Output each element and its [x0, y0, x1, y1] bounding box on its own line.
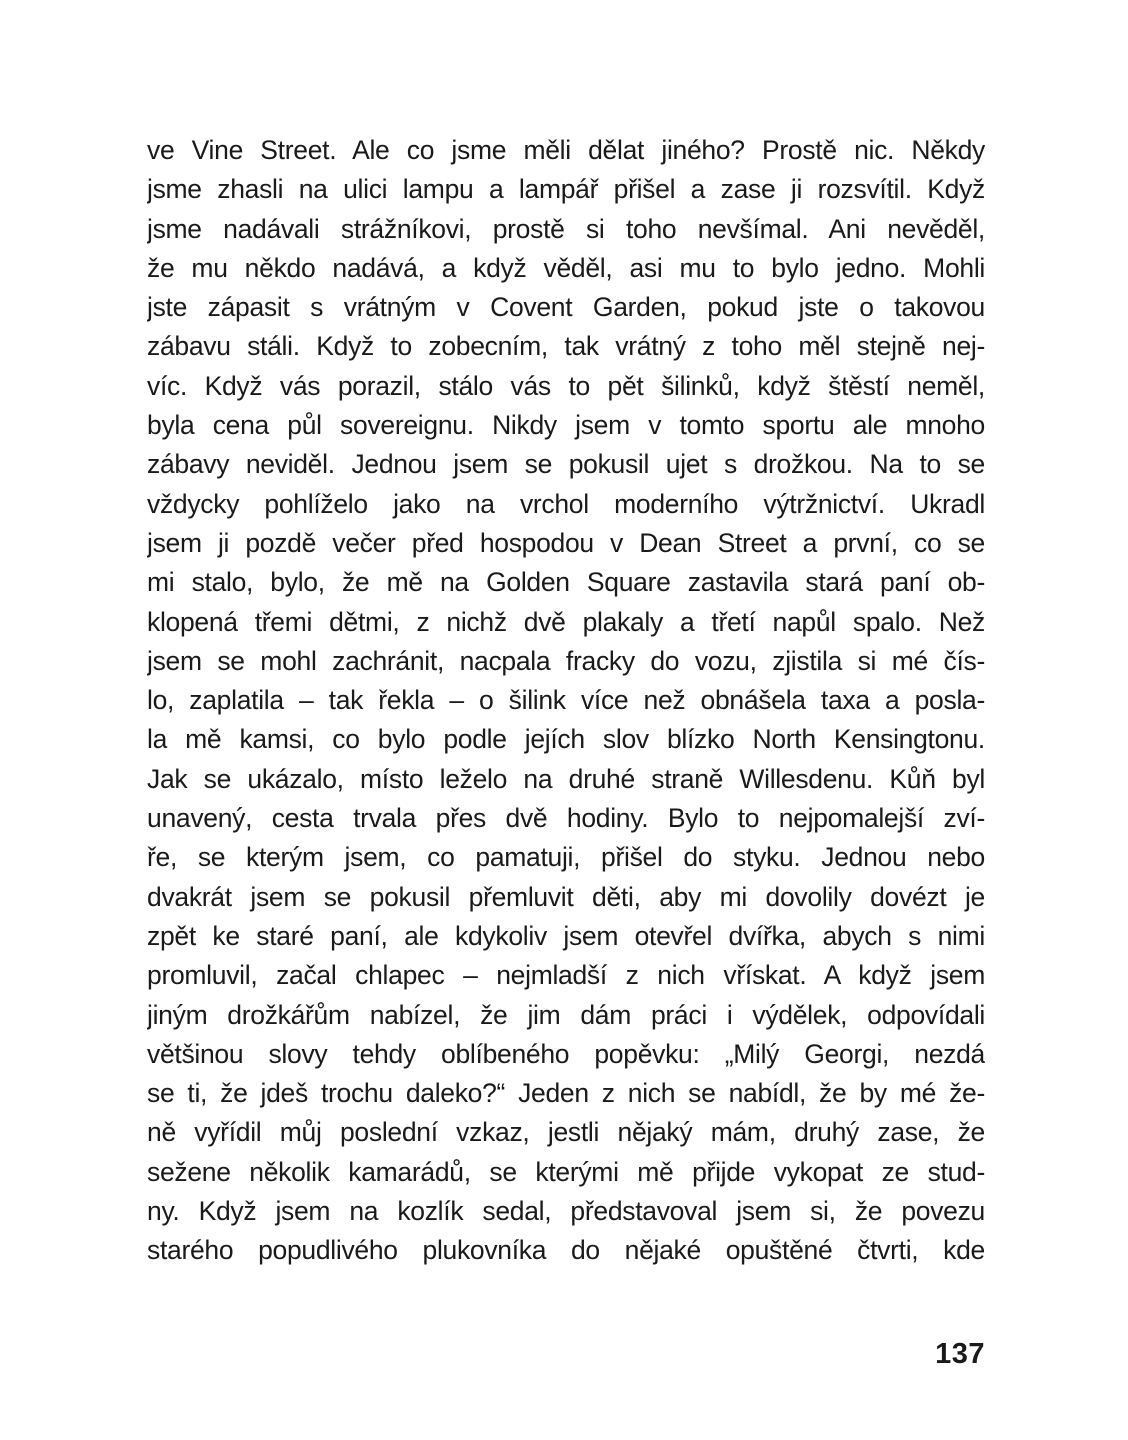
text-line: la mě kamsi, co bylo podle jejích slov blízko North Kensingtonu. [147, 724, 985, 755]
text-line: ny. Když jsem na kozlík sedal, představoval jsem si, že povezu [147, 1196, 985, 1227]
text-line: jsme nadávali strážníkovi, prostě si toho nevšímal. Ani nevěděl, [147, 213, 985, 244]
text-line: zábavu stáli. Když to zobecním, tak vrátný z toho měl stejně nej- [147, 331, 985, 362]
text-line: většinou slovy tehdy oblíbeného popěvku: „Milý Georgi, nezdá [147, 1038, 985, 1069]
text-line: Jak se ukázalo, místo leželo na druhé straně Willesdenu. Kůň byl [147, 763, 985, 794]
text-line: sežene několik kamarádů, se kterými mě přijde vykopat ze stud- [147, 1156, 985, 1187]
page-number: 137 [935, 1338, 985, 1370]
text-line: starého popudlivého plukovníka do nějaké opuštěné čtvrti, kde [147, 1235, 985, 1266]
text-line: ře, se kterým jsem, co pamatuji, přišel do styku. Jednou nebo [147, 842, 985, 873]
text-line: lo, zaplatila – tak řekla – o šilink více než obnášela taxa a posla- [147, 685, 985, 716]
text-line: unavený, cesta trvala přes dvě hodiny. Bylo to nejpomalejší zví- [147, 803, 985, 834]
text-line: jiným drožkářům nabízel, že jim dám práci i výdělek, odpovídali [147, 999, 985, 1030]
text-line: jsem se mohl zachránit, nacpala fracky do vozu, zjistila si mé čís- [147, 645, 985, 676]
text-line: byla cena půl sovereignu. Nikdy jsem v tomto sportu ale mnoho [147, 410, 985, 441]
text-line: mi stalo, bylo, že mě na Golden Square zastavila stará paní ob- [147, 567, 985, 598]
text-line: zpět ke staré paní, ale kdykoliv jsem otevřel dvířka, abych s nimi [147, 920, 985, 951]
text-line: promluvil, začal chlapec – nejmladší z nich vřískat. A když jsem [147, 960, 985, 991]
text-line: jsem ji pozdě večer před hospodou v Dean Street a první, co se [147, 527, 985, 558]
text-line: klopená třemi dětmi, z nichž dvě plakaly a třetí napůl spalo. Než [147, 606, 985, 637]
text-line: vždycky pohlíželo jako na vrchol moderního výtržnictví. Ukradl [147, 488, 985, 519]
text-line: se ti, že jdeš trochu daleko?“ Jeden z nich se nabídl, že by mé že- [147, 1078, 985, 1109]
text-line: víc. Když vás porazil, stálo vás to pět šilinků, když štěstí neměl, [147, 370, 985, 401]
text-line: že mu někdo nadává, a když věděl, asi mu to bylo jedno. Mohli [147, 252, 985, 283]
text-line: jsme zhasli na ulici lampu a lampář přišel a zase ji rozsvítil. Když [147, 174, 985, 205]
text-line: jste zápasit s vrátným v Covent Garden, pokud jste o takovou [147, 292, 985, 323]
body-text [147, 131, 985, 1271]
text-line: dvakrát jsem se pokusil přemluvit děti, aby mi dovolily dovézt je [147, 881, 985, 912]
text-line: zábavy neviděl. Jednou jsem se pokusil ujet s drožkou. Na to se [147, 449, 985, 480]
text-line: ně vyřídil můj poslední vzkaz, jestli nějaký mám, druhý zase, že [147, 1117, 985, 1148]
text-line: ve Vine Street. Ale co jsme měli dělat jiného? Prostě nic. Někdy [147, 135, 985, 165]
